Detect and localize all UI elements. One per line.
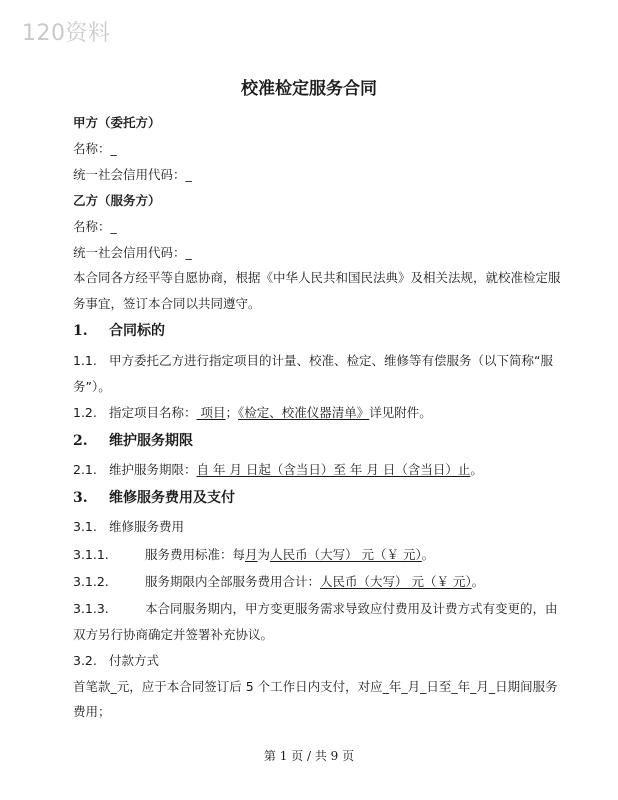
clause-3-1-1-is: 为 bbox=[257, 547, 271, 562]
clause-1-2-number: 1.2. bbox=[73, 405, 97, 420]
section-3-number: 3. bbox=[73, 490, 88, 506]
payment-line-1: 首笔款_元，应于本合同签订后 5 个工作日内支付，对应_年_月_日至_年_月_日期间服务 bbox=[73, 679, 558, 694]
clause-3-1-1-number: 3.1.1. bbox=[73, 547, 109, 562]
clause-3-1-3-line-1: 本合同服务期内，甲方变更服务需求导致应付费用及计费方式有变更的，由 bbox=[145, 601, 558, 616]
clause-3-1-1-end: 。 bbox=[421, 547, 435, 562]
clause-1-2-separator: ； bbox=[225, 405, 239, 420]
project-name-field: 项目 bbox=[196, 405, 226, 420]
clause-2-1-label: 维护服务期限： bbox=[109, 462, 197, 477]
monthly-fee-field: 人民币（大写） 元（￥ 元） bbox=[270, 547, 422, 562]
instrument-list-field: 《检定、校准仪器清单》 bbox=[238, 405, 370, 420]
clause-3-1-3-line-2: 双方另行协商确定并签署补充协议。 bbox=[73, 627, 274, 642]
clause-3-2-title: 付款方式 bbox=[109, 653, 160, 668]
clause-3-1-3-number: 3.1.3. bbox=[73, 601, 109, 616]
clause-1-1-line-2: 务”）。 bbox=[73, 379, 111, 394]
section-3-title: 维修服务费用及支付 bbox=[109, 490, 235, 506]
party-a-name: 名称：_ bbox=[73, 141, 117, 156]
preamble-line-2: 务事宜，签订本合同以共同遵守。 bbox=[73, 296, 261, 311]
party-a-heading: 甲方（委托方） bbox=[73, 115, 161, 130]
clause-2-1-number: 2.1. bbox=[73, 462, 97, 477]
section-1-title: 合同标的 bbox=[109, 323, 165, 339]
clause-1-2-tail: 详见附件。 bbox=[369, 405, 432, 420]
clause-3-1-1-label: 服务费用标准： bbox=[145, 547, 233, 562]
party-b-heading: 乙方（服务方） bbox=[73, 193, 161, 208]
page-number: 第 1 页 / 共 9 页 bbox=[263, 749, 355, 763]
party-a-credit-code: 统一社会信用代码：_ bbox=[73, 167, 192, 182]
clause-2-1-text bbox=[109, 461, 483, 479]
total-fee-field: 人民币（大写） 元（￥ 元） bbox=[320, 574, 472, 589]
section-2-title: 维护服务期限 bbox=[109, 433, 193, 449]
party-b-name: 名称：_ bbox=[73, 219, 117, 234]
service-period-field: 自 年 月 日起（含当日）至 年 月 日（含当日）止 bbox=[196, 462, 471, 477]
clause-1-2-label: 指定项目名称： bbox=[109, 405, 197, 420]
clause-1-1-line-1: 甲方委托乙方进行指定项目的计量、校准、检定、维修等有偿服务（以下简称“服 bbox=[109, 353, 553, 368]
payment-line-2: 费用； bbox=[73, 704, 111, 719]
clause-3-1-title: 维修服务费用 bbox=[109, 519, 185, 534]
clause-2-1-end: 。 bbox=[470, 462, 483, 477]
watermark: 120资料 bbox=[22, 21, 111, 46]
clause-3-1-1-text bbox=[145, 546, 434, 564]
clause-1-2-text bbox=[109, 404, 432, 422]
clause-3-1-number: 3.1. bbox=[73, 519, 97, 534]
clause-3-1-2-end: 。 bbox=[471, 574, 485, 589]
preamble-line-1: 本合同各方经平等自愿协商，根据《中华人民共和国民法典》及相关法规，就校准检定服 bbox=[73, 270, 561, 285]
section-2-number: 2. bbox=[73, 433, 88, 449]
clause-3-1-1-each: 每 bbox=[232, 547, 246, 562]
clause-3-2-number: 3.2. bbox=[73, 653, 97, 668]
section-1-number: 1. bbox=[73, 323, 88, 339]
clause-3-1-2-text bbox=[145, 573, 484, 591]
clause-3-1-2-label: 服务期限内全部服务费用合计： bbox=[145, 574, 321, 589]
clause-3-1-2-number: 3.1.2. bbox=[73, 574, 109, 589]
party-b-credit-code: 统一社会信用代码：_ bbox=[73, 245, 192, 260]
billing-unit-field: 月 bbox=[245, 547, 258, 562]
clause-1-1-number: 1.1. bbox=[73, 353, 97, 368]
document-title: 校准检定服务合同 bbox=[241, 79, 377, 99]
